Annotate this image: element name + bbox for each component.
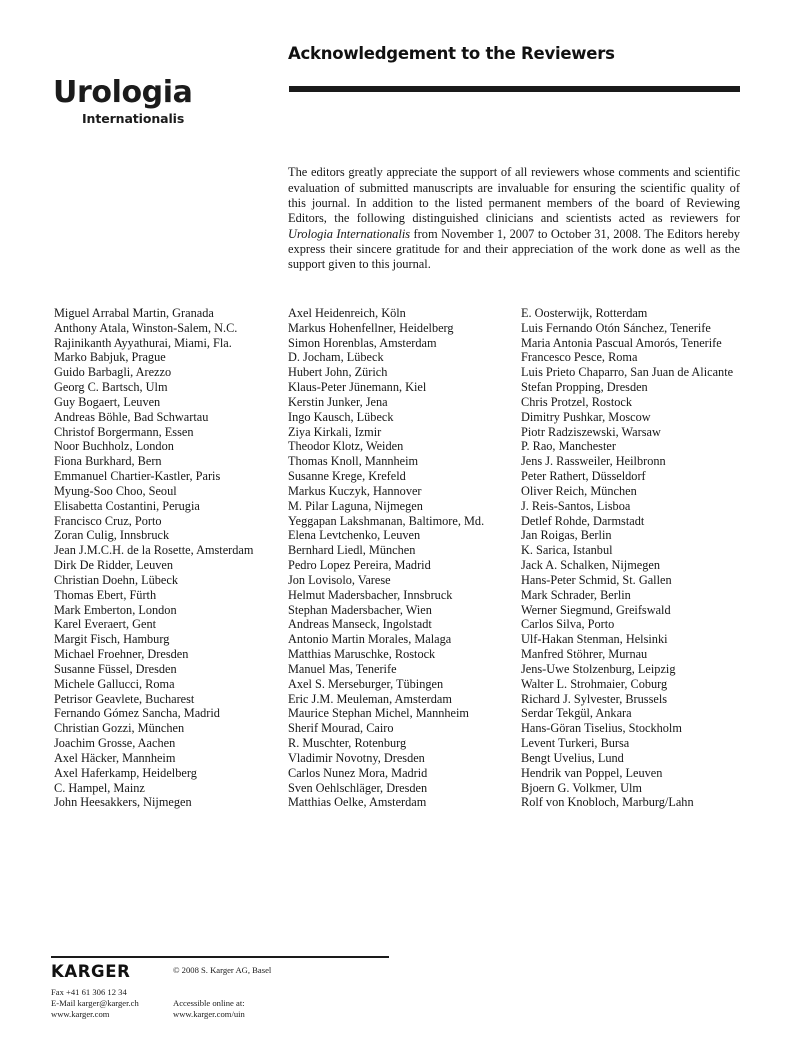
reviewer-name: R. Muschter, Rotenburg xyxy=(288,736,407,751)
reviewer-name: Ziya Kirkali, Izmir xyxy=(288,424,382,439)
online-access-url[interactable]: www.karger.com/uin xyxy=(173,1009,245,1020)
reviewer-name: Piotr Radziszewski, Warsaw xyxy=(521,424,661,439)
journal-logo-title: Urologia xyxy=(53,75,193,110)
reviewer-name: Markus Hohenfellner, Heidelberg xyxy=(288,320,454,335)
reviewer-name: Maurice Stephan Michel, Mannheim xyxy=(288,706,469,721)
reviewer-columns xyxy=(0,306,794,810)
reviewer-name: Andreas Manseck, Ingolstadt xyxy=(288,617,432,632)
reviewer-name: Petrisor Geavlete, Bucharest xyxy=(54,691,195,706)
reviewer-name: Andreas Böhle, Bad Schwartau xyxy=(54,409,209,424)
reviewer-name: Elena Levtchenko, Leuven xyxy=(288,528,421,543)
reviewer-name: Myung-Soo Choo, Seoul xyxy=(54,483,177,498)
reviewer-name: Yeggapan Lakshmanan, Baltimore, Md. xyxy=(288,513,485,528)
reviewer-name: Hubert John, Zürich xyxy=(288,365,388,380)
reviewer-name: Ingo Kausch, Lübeck xyxy=(288,409,394,424)
reviewer-name: Serdar Tekgül, Ankara xyxy=(521,706,632,721)
reviewer-name: Theodor Klotz, Weiden xyxy=(288,439,404,454)
reviewer-name: Werner Siegmund, Greifswald xyxy=(521,602,671,617)
reviewer-name: Bernhard Liedl, München xyxy=(288,543,416,558)
journal-name-italic: Urologia Internationalis xyxy=(288,226,411,241)
reviewer-name: Markus Kuczyk, Hannover xyxy=(288,483,422,498)
reviewer-name: Matthias Maruschke, Rostock xyxy=(288,647,436,662)
reviewer-name: Walter L. Strohmaier, Coburg xyxy=(521,676,668,691)
reviewer-name: Rolf von Knobloch, Marburg/Lahn xyxy=(521,795,694,810)
reviewer-name: Zoran Culig, Innsbruck xyxy=(54,528,170,543)
reviewer-name: Thomas Knoll, Mannheim xyxy=(288,454,419,469)
reviewer-name: Oliver Reich, München xyxy=(521,483,637,498)
reviewer-name: Mark Schrader, Berlin xyxy=(521,587,631,602)
reviewer-column-2 xyxy=(288,306,520,810)
reviewer-name: Manfred Stöhrer, Murnau xyxy=(521,647,648,662)
footer-rule-divider xyxy=(51,956,389,958)
intro-text-part1: The editors greatly appreciate the support of all reviewers whose comments and scientific evaluation of submitted manuscripts are invaluable for ensuring the scientific quality of this journal. In addition to the listed permanent members of the board of Reviewing Editors, the following distinguished clinicians and scientists acted as reviewers for xyxy=(288,165,740,226)
reviewer-name: Matthias Oelke, Amsterdam xyxy=(288,795,427,810)
reviewer-name: Kerstin Junker, Jena xyxy=(288,394,388,409)
online-access-block xyxy=(173,998,245,1020)
reviewer-name: Stefan Propping, Dresden xyxy=(521,380,648,395)
reviewer-name: Manuel Mas, Tenerife xyxy=(288,661,397,676)
reviewer-name: Francisco Cruz, Porto xyxy=(54,513,162,528)
reviewer-name: D. Jocham, Lübeck xyxy=(288,350,384,365)
reviewer-name: J. Reis-Santos, Lisboa xyxy=(521,498,631,513)
reviewer-name: Carlos Silva, Porto xyxy=(521,617,615,632)
reviewer-name: Antonio Martin Morales, Malaga xyxy=(288,632,452,647)
reviewer-name: Axel S. Merseburger, Tübingen xyxy=(288,676,444,691)
reviewer-name: Detlef Rohde, Darmstadt xyxy=(521,513,645,528)
reviewer-name: Jean J.M.C.H. de la Rosette, Amsterdam xyxy=(54,543,254,558)
reviewer-name: Marko Babjuk, Prague xyxy=(54,350,166,365)
reviewer-name: Miguel Arrabal Martin, Granada xyxy=(54,306,214,320)
reviewer-name: Eric J.M. Meuleman, Amsterdam xyxy=(288,691,452,706)
reviewer-name: Dirk De Ridder, Leuven xyxy=(54,558,174,573)
reviewer-name: Georg C. Bartsch, Ulm xyxy=(54,380,168,395)
publisher-email[interactable]: E-Mail karger@karger.ch xyxy=(51,998,139,1009)
reviewer-name: Simon Horenblas, Amsterdam xyxy=(288,335,437,350)
reviewer-name: Anthony Atala, Winston-Salem, N.C. xyxy=(54,320,238,335)
reviewer-name: Thomas Ebert, Fürth xyxy=(54,587,157,602)
reviewer-name: Pedro Lopez Pereira, Madrid xyxy=(288,558,431,573)
copyright-notice: © 2008 S. Karger AG, Basel xyxy=(173,965,272,975)
reviewer-name: Christian Doehn, Lübeck xyxy=(54,572,178,587)
reviewer-name: Joachim Grosse, Aachen xyxy=(54,736,176,751)
reviewer-name: Noor Buchholz, London xyxy=(54,439,174,454)
reviewer-name: John Heesakkers, Nijmegen xyxy=(54,795,192,810)
publisher-fax: Fax +41 61 306 12 34 xyxy=(51,987,127,997)
reviewer-name: Levent Turkeri, Bursa xyxy=(521,736,630,751)
reviewer-name: K. Sarica, Istanbul xyxy=(521,543,613,558)
reviewer-name: Carlos Nunez Mora, Madrid xyxy=(288,765,428,780)
reviewer-name: Axel Heidenreich, Köln xyxy=(288,306,406,320)
reviewer-name: Fernando Gómez Sancha, Madrid xyxy=(54,706,220,721)
title-rule-divider xyxy=(289,86,740,92)
publisher-logo: KARGER xyxy=(51,962,131,981)
reviewer-name: Francesco Pesce, Roma xyxy=(521,350,638,365)
reviewer-name: Michael Froehner, Dresden xyxy=(54,647,189,662)
reviewer-name: Ulf-Hakan Stenman, Helsinki xyxy=(521,632,668,647)
reviewer-name: Luis Prieto Chaparro, San Juan de Alicante xyxy=(521,365,734,380)
intro-paragraph xyxy=(288,165,740,272)
reviewer-name: Susanne Füssel, Dresden xyxy=(54,661,177,676)
reviewer-name: Fiona Burkhard, Bern xyxy=(54,454,162,469)
reviewer-name: Bjoern G. Volkmer, Ulm xyxy=(521,780,642,795)
reviewer-name: Peter Rathert, Düsseldorf xyxy=(521,469,646,484)
reviewer-name: Emmanuel Chartier-Kastler, Paris xyxy=(54,469,221,484)
reviewer-name: C. Hampel, Mainz xyxy=(54,780,145,795)
reviewer-name: Jens J. Rassweiler, Heilbronn xyxy=(521,454,666,469)
online-access-label: Accessible online at: xyxy=(173,998,245,1008)
reviewer-name: Christof Borgermann, Essen xyxy=(54,424,194,439)
reviewer-name: Mark Emberton, London xyxy=(54,602,177,617)
reviewer-name: Susanne Krege, Krefeld xyxy=(288,469,406,484)
reviewer-name: Maria Antonia Pascual Amorós, Tenerife xyxy=(521,335,722,350)
intro-text-part2: from November 1, 2007 to October 31, 2008. The Editors hereby express their sincere gratitude for and their appreciation of the work done as well as the support given to this journal. xyxy=(288,226,740,272)
reviewer-column-1 xyxy=(54,306,286,810)
journal-masthead xyxy=(53,75,253,126)
reviewer-name: Vladimir Novotny, Dresden xyxy=(288,750,425,765)
reviewer-name: Hans-Peter Schmid, St. Gallen xyxy=(521,572,672,587)
reviewer-name: Jens-Uwe Stolzenburg, Leipzig xyxy=(521,661,676,676)
reviewer-name: Axel Häcker, Mannheim xyxy=(54,750,176,765)
journal-logo-subtitle: Internationalis xyxy=(82,111,185,126)
reviewer-name: Jack A. Schalken, Nijmegen xyxy=(521,558,660,573)
reviewer-name: Jon Lovisolo, Varese xyxy=(288,572,391,587)
reviewer-name: Axel Haferkamp, Heidelberg xyxy=(54,765,197,780)
reviewer-name: Klaus-Peter Jünemann, Kiel xyxy=(288,380,427,395)
reviewer-name: Michele Gallucci, Roma xyxy=(54,676,175,691)
reviewer-name: Margit Fisch, Hamburg xyxy=(54,632,170,647)
reviewer-name: Bengt Uvelius, Lund xyxy=(521,750,624,765)
reviewer-name: M. Pilar Laguna, Nijmegen xyxy=(288,498,423,513)
reviewer-name: Sherif Mourad, Cairo xyxy=(288,721,394,736)
reviewer-name: Sven Oehlschläger, Dresden xyxy=(288,780,428,795)
reviewer-name: Helmut Madersbacher, Innsbruck xyxy=(288,587,453,602)
reviewer-name: Karel Everaert, Gent xyxy=(54,617,157,632)
page-title: Acknowledgement to the Reviewers xyxy=(288,44,615,63)
reviewer-name: Guido Barbagli, Arezzo xyxy=(54,365,172,380)
reviewer-name: E. Oosterwijk, Rotterdam xyxy=(521,306,648,320)
reviewer-name: Elisabetta Costantini, Perugia xyxy=(54,498,200,513)
reviewer-name: Guy Bogaert, Leuven xyxy=(54,394,161,409)
reviewer-name: Jan Roigas, Berlin xyxy=(521,528,612,543)
publisher-website[interactable]: www.karger.com xyxy=(51,1009,110,1020)
reviewer-name: Chris Protzel, Rostock xyxy=(521,394,633,409)
reviewer-name: Dimitry Pushkar, Moscow xyxy=(521,409,651,424)
page-footer xyxy=(51,962,471,1032)
reviewer-column-3 xyxy=(521,306,771,810)
reviewer-name: Richard J. Sylvester, Brussels xyxy=(521,691,668,706)
reviewer-name: Hans-Göran Tiselius, Stockholm xyxy=(521,721,682,736)
reviewer-name: Rajinikanth Ayyathurai, Miami, Fla. xyxy=(54,335,232,350)
publisher-contact-block xyxy=(51,987,139,1020)
reviewer-name: P. Rao, Manchester xyxy=(521,439,616,454)
reviewer-name: Luis Fernando Otón Sánchez, Tenerife xyxy=(521,320,711,335)
reviewer-name: Stephan Madersbacher, Wien xyxy=(288,602,432,617)
reviewer-name: Hendrik van Poppel, Leuven xyxy=(521,765,663,780)
reviewer-name: Christian Gozzi, München xyxy=(54,721,185,736)
